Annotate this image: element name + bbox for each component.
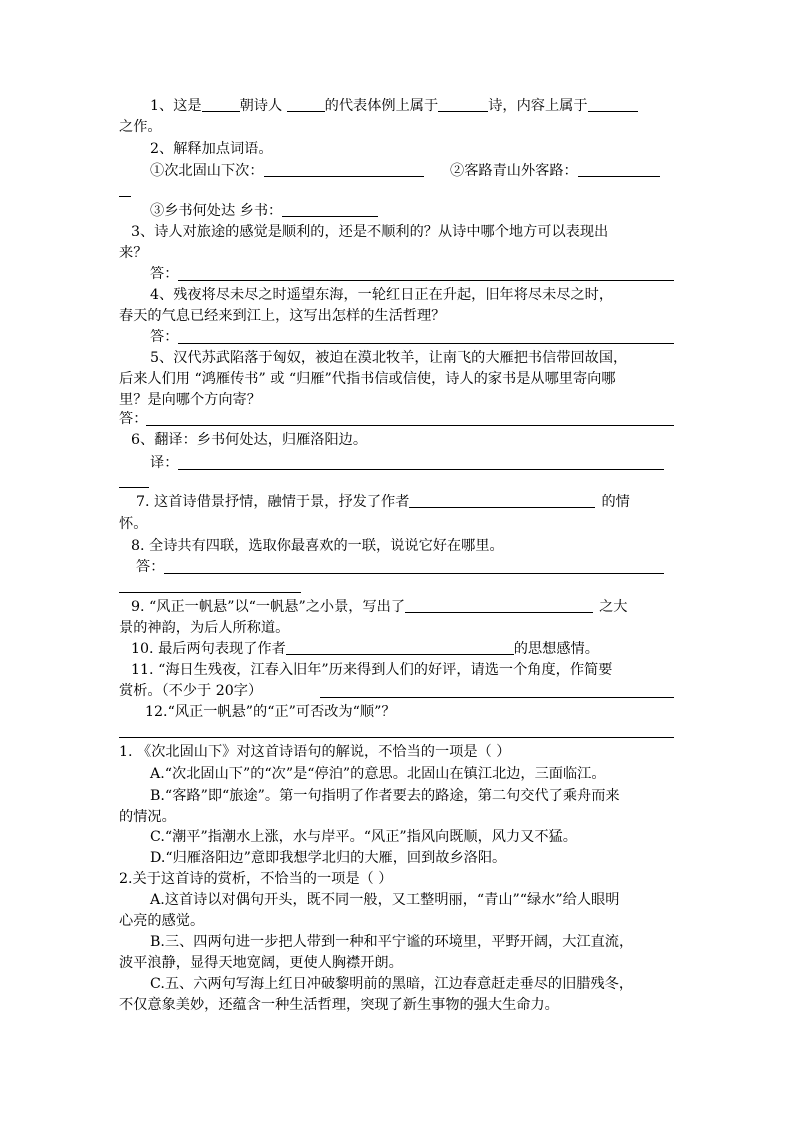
q2-item3-label: ③乡书何处达 乡书： xyxy=(150,203,283,219)
q2-item2-blank-cont[interactable] xyxy=(119,196,131,197)
mc2-option-c[interactable]: C.五、六两句写海上红日冲破黎明前的黑暗，江边春意赶走垂尽的旧腊残冬， xyxy=(150,976,634,992)
q8-line1: 8. 全诗共有四联，选取你最喜欢的一联，说说它好在哪里。 xyxy=(131,538,504,554)
q2-item3 xyxy=(150,201,378,221)
mc1-option-c[interactable]: C.“潮平”指潮水上涨，水与岸平。“风正”指风向既顺，风力又不猛。 xyxy=(150,829,577,845)
q1-blank-content[interactable] xyxy=(588,97,638,112)
q1-blank-form[interactable] xyxy=(438,97,488,112)
q5-line3: 里？是向哪个方向寄？ xyxy=(119,392,261,408)
mc2-stem: 2.关于这首诗的赏析，不恰当的一项是（ ） xyxy=(119,871,393,887)
mc2-option-a-cont: 心亮的感觉。 xyxy=(119,913,205,929)
q9-text-b: 之大 xyxy=(599,599,628,615)
mc2-option-b[interactable]: B.三、四两句进一步把人带到一种和平宁谧的环境里，平野开阔，大江直流， xyxy=(150,934,634,950)
mc2-option-c-cont: 不仅意象美妙，还蕴含一种生活哲理，突现了新生事物的强大生命力。 xyxy=(119,997,559,1013)
q4-answer-label: 答： xyxy=(150,329,179,345)
q2-item2-label: ②客路青山外客路： xyxy=(450,163,578,179)
q4-answer-line[interactable] xyxy=(178,343,674,344)
q3-line2: 来？ xyxy=(119,245,148,261)
q4-line1: 4、残夜将尽未尽之时遥望东海，一轮红日正在升起，旧年将尽未尽之时， xyxy=(150,287,614,303)
q3-answer-line[interactable] xyxy=(178,280,674,281)
q7-line1 xyxy=(136,492,630,512)
q12-answer-line[interactable] xyxy=(119,737,674,738)
q11-line2: 赏析。（不少于 20字） xyxy=(119,683,263,699)
q10-text-a: 10. 最后两句表现了作者 xyxy=(131,641,286,657)
q9-line2: 景的神韵，为后人所称道。 xyxy=(119,620,290,636)
q8-answer-line[interactable] xyxy=(164,573,664,574)
q7-line2: 怀。 xyxy=(119,516,148,532)
mc2-option-a[interactable]: A.这首诗以对偶句开头，既不同一般，又工整明丽，“青山”“绿水”给人眼明 xyxy=(150,892,620,908)
q1-text-a: 1、这是 xyxy=(150,98,202,114)
q1-blank-dynasty[interactable] xyxy=(202,97,240,112)
q7-text-a: 7. 这首诗借景抒情，融情于景，抒发了作者 xyxy=(136,494,410,510)
q2-item1 xyxy=(150,161,424,181)
q3-answer-label: 答： xyxy=(150,266,179,282)
q2-item3-blank[interactable] xyxy=(282,202,378,217)
q9-blank[interactable] xyxy=(405,598,593,613)
q7-text-b: 的情 xyxy=(601,494,630,510)
q6-answer-line-cont[interactable] xyxy=(119,487,149,488)
q6-line1: 6、翻译：乡书何处达，归雁洛阳边。 xyxy=(131,432,368,448)
q1-text-c: 的代表体例上属于 xyxy=(324,98,439,114)
mc2-option-b-cont: 波平浪静，显得天地宽阔，更使人胸襟开朗。 xyxy=(119,955,403,971)
q1-text-d: 诗，内容上属于 xyxy=(488,98,588,114)
q1-text-b: 朝诗人 xyxy=(239,98,287,114)
q6-answer-line[interactable] xyxy=(178,469,664,470)
q8-answer-line-cont[interactable] xyxy=(119,592,301,593)
mc1-option-a[interactable]: A.“次北固山下”的“次”是“停泊”的意思。北固山在镇江北边，三面临江。 xyxy=(150,766,606,782)
q3-line1: 3、诗人对旅途的感觉是顺利的，还是不顺利的？从诗中哪个地方可以表现出 xyxy=(131,224,609,240)
q2-item1-label: ①次北固山下次： xyxy=(150,163,264,179)
q5-line2: 后来人们用 “鸿雁传书” 或 “归雁”代指书信或信使，诗人的家书是从哪里寄向哪 xyxy=(119,371,616,387)
q12-line1: 12.“风正一帆悬”的“正”可否改为“顺”？ xyxy=(145,704,396,720)
q2-item1-blank[interactable] xyxy=(264,162,424,177)
q2-item2 xyxy=(450,161,660,181)
q1-line1 xyxy=(150,96,638,116)
q7-blank[interactable] xyxy=(409,493,595,508)
q10-line1 xyxy=(131,639,599,659)
q9-text-a: 9. “风正一帆悬”以“一帆悬”之小景，写出了 xyxy=(131,599,406,615)
q1-line2: 之作。 xyxy=(119,119,162,135)
mc1-stem: 1. 《次北固山下》对这首诗语句的解说，不恰当的一项是（ ） xyxy=(119,744,511,760)
mc1-option-b-cont: 的情况。 xyxy=(119,809,176,825)
q5-answer-line[interactable] xyxy=(146,425,674,426)
q1-blank-poet[interactable] xyxy=(287,97,325,112)
q8-answer-label: 答： xyxy=(136,559,165,575)
mc1-option-b[interactable]: B.“客路”即“旅途”。第一句指明了作者要去的路途，第二句交代了乘舟而来 xyxy=(150,788,620,804)
q4-line2: 春天的气息已经来到江上，这写出怎样的生活哲理？ xyxy=(119,308,446,324)
q2-title: 2、解释加点词语。 xyxy=(150,141,273,157)
q5-answer-label: 答： xyxy=(119,411,148,427)
q11-answer-line[interactable] xyxy=(320,697,674,698)
q11-line1: 11. “海日生残夜，江春入旧年”历来得到人们的好评，请选一个角度，作简要 xyxy=(131,662,613,678)
q10-blank[interactable] xyxy=(286,640,514,655)
q6-answer-label: 译： xyxy=(150,455,179,471)
mc1-option-d[interactable]: D.“归雁洛阳边”意即我想学北归的大雁，回到故乡洛阳。 xyxy=(150,850,507,866)
q2-item2-blank[interactable] xyxy=(578,162,660,177)
q9-line1 xyxy=(131,597,627,617)
q10-text-b: 的思想感情。 xyxy=(513,641,599,657)
q5-line1: 5、汉代苏武陷落于匈奴，被迫在漠北牧羊，让南飞的大雁把书信带回故国， xyxy=(150,350,628,366)
